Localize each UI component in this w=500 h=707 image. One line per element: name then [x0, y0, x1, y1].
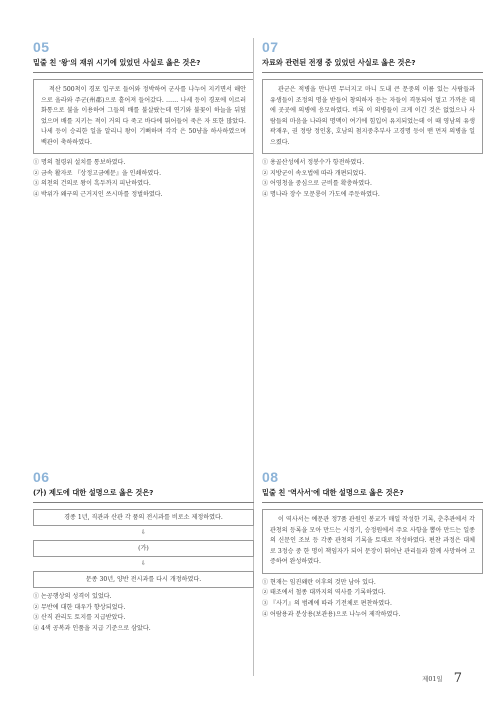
- question-06: [33, 470, 254, 635]
- option-4[interactable]: ④ 박위가 왜구의 근거지인 쓰시마를 정벌하였다.: [33, 191, 163, 199]
- title-rule: [33, 72, 254, 73]
- passage-box: 적산 500척이 경포 입구로 들어와 정박하여 군사를 나누어 지키면서 해안으로 올라와 주군(州郡)으로 흩어져 들어갔다. …… 나세 등이 경포에 이르러 화통으로 불을 이용하여 그들의 배를 불살랐는데 연기와 불꽃이 하늘을 뒤덮었으며 배를 지키는 적이 거의 다 죽고 바다에 뛰어들어 죽은 자 또한 많았다. 나세 등이 승리한 일을 알리니 왕이 기뻐하며 각각 은 50냥을 하사하였으며 백관이 축하하였다.: [33, 79, 254, 154]
- page-number: 7: [453, 671, 462, 686]
- passage-box: 이 역사서는 예문관 정7품 관원인 봉교가 매일 작성한 기록, 춘추관에서 각 관청의 등록을 모아 만드는 시정기, 승정원에서 주요 사항을 뽑아 만드는 일종의 신문인 조보 등 각종 관청의 기록을 토대로 작성하였다. 편찬 과정은 대체로 3정승 중 한 명이 책임자가 되어 문장이 뛰어난 관리들과 함께 사망하여 고증하여 완성하였다.: [262, 509, 483, 574]
- question-08: [262, 470, 483, 620]
- title-rule: [262, 72, 483, 73]
- question-07: [262, 40, 483, 201]
- options-list: [33, 592, 254, 635]
- day-label: 제01일: [422, 675, 443, 683]
- option-2[interactable]: ② 금속 활자로 『상정고금예문』을 인쇄하였다.: [33, 169, 162, 177]
- question-title: (가) 제도에 대한 설명으로 옳은 것은?: [33, 488, 154, 497]
- page-footer: [422, 668, 462, 687]
- option-2[interactable]: ② 지방군이 속오법에 따라 개편되었다.: [262, 169, 367, 177]
- option-1[interactable]: ① 논공행상의 성격이 있었다.: [33, 593, 112, 600]
- option-3[interactable]: ③ 의천의 건의로 왕이 흑두까지 피난하였다.: [33, 180, 151, 188]
- question-number: 07: [262, 39, 279, 55]
- options-list: [262, 158, 483, 201]
- question-title: 자료와 관련된 전쟁 중 있었던 사실로 옳은 것은?: [262, 58, 416, 67]
- passage-box: 관군은 적병을 만나면 무너지고 마니 도내 큰 문중의 이름 있는 사람들과 유생들이 조정의 명을 받들어 창의하자 듣는 자들이 격동되어 멀고 가까운 데에 곳곳에 의병에 응모하였다. 비록 이 의병들이 크게 이긴 것은 없었으나 사람들의 마음을 나라의 명맥이 여기에 힘입어 유지되었는데 이 때 영남의 유생 곽재우, 권 정랑 정인홍, 호남의 첨지중추부사 고경명 등이 맨 먼저 의병을 일으켰다.: [262, 79, 483, 154]
- title-rule: [33, 502, 254, 503]
- question-number: 05: [33, 39, 50, 55]
- flow-box-middle: (가): [33, 540, 254, 557]
- down-arrow-icon: ⇩: [140, 529, 147, 536]
- question-05: [33, 40, 254, 201]
- option-2[interactable]: ② 태조에서 철종 대까지의 역사를 기록하였다.: [262, 589, 386, 597]
- options-list: [262, 578, 483, 621]
- option-1[interactable]: ① 현재는 임진왜란 이후의 것만 남아 있다.: [262, 578, 376, 586]
- question-title: 밑줄 친 '왕'의 재위 시기에 있었던 사실로 옳은 것은?: [33, 58, 201, 67]
- question-number: 06: [33, 469, 50, 485]
- flow-box-start: 경종 1년, 직관과 산관 각 품의 전시과를 비로소 제정하였다.: [33, 509, 254, 526]
- question-title: 밑줄 친 '역사서'에 대한 설명으로 옳은 것은?: [262, 488, 404, 497]
- flow-box-end: 문종 30년, 양반 전시과를 다시 개정하였다.: [33, 571, 254, 588]
- option-4[interactable]: ④ 명나라 장수 모문룡이 가도에 주둔하였다.: [262, 191, 380, 199]
- option-1[interactable]: ① 용골산성에서 정봉수가 항전하였다.: [262, 159, 365, 166]
- down-arrow-icon: ⇩: [140, 560, 147, 567]
- options-list: [33, 158, 254, 201]
- title-rule: [262, 502, 483, 503]
- option-3[interactable]: ③ 산직 관리도 토지를 지급받았다.: [33, 614, 126, 622]
- option-4[interactable]: ④ 어람용과 분상용(보관용)으로 나누어 제작하였다.: [262, 610, 401, 618]
- question-number: 08: [262, 469, 279, 485]
- option-3[interactable]: ③ 어영청을 중심으로 군비를 확충하였다.: [262, 180, 372, 188]
- option-4[interactable]: ④ 4색 공복과 인품을 지급 기준으로 삼았다.: [33, 625, 151, 633]
- option-1[interactable]: ① 명의 철령위 설치를 통보하였다.: [33, 159, 126, 166]
- option-3[interactable]: ③ 『사기』의 범례에 따라 기전체로 편찬하였다.: [262, 599, 392, 607]
- option-2[interactable]: ② 무반에 대한 대우가 향상되었다.: [33, 603, 126, 611]
